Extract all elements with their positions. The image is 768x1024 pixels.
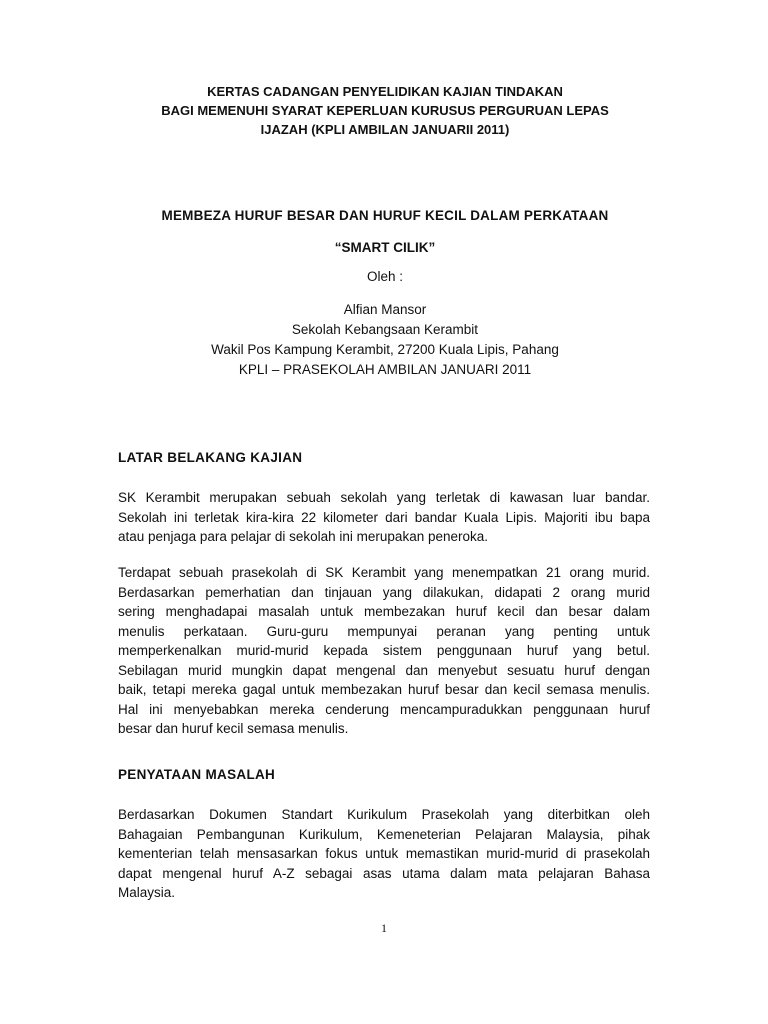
page-number: 1 [381, 921, 387, 935]
paragraph-line: Bahagaian Pembangunan Kurikulum, Kemeneterian Pelajaran Malaysia, pihak [118, 826, 650, 842]
paragraph-line: besar dan huruf kecil semasa menulis. [118, 721, 349, 736]
by-label: Oleh : [366, 269, 404, 284]
paragraph-line: Berdasarkan Dokumen Standart Kurikulum Prasekolah yang diterbitkan oleh [118, 807, 650, 822]
author-info [100, 300, 670, 380]
author-school: Sekolah Kebangsaan Kerambit [291, 322, 479, 337]
paragraph [118, 805, 650, 903]
section-heading: PENYATAAN MASALAH [118, 767, 276, 782]
paragraph-line: memperkenalkan murid-murid kepada sistem penggunaan huruf yang betul. [118, 643, 650, 658]
paragraph-line: baik, tetapi mereka gagal untuk membezakan huruf besar dan kecil semasa menulis. [118, 682, 650, 697]
header-line: KERTAS CADANGAN PENYELIDIKAN KAJIAN TINDAKAN [207, 84, 563, 99]
header-line: IJAZAH (KPLI AMBILAN JANUARII 2011) [260, 122, 510, 137]
paragraph-line: Berdasarkan pemerhatian dan tinjauan yang dilakukan, didapati 2 orang murid [118, 584, 650, 600]
section-heading: LATAR BELAKANG KAJIAN [118, 450, 303, 465]
header-line: BAGI MEMENUHI SYARAT KEPERLUAN KURUSUS PERGURUAN LEPAS [161, 103, 609, 118]
paragraph [118, 488, 650, 547]
author-name: Alfian Mansor [343, 302, 427, 317]
paragraph-line: SK Kerambit merupakan sebuah sekolah yang terletak di kawasan luar bandar. [118, 490, 650, 505]
paragraph-line: Terdapat sebuah prasekolah di SK Kerambit yang menempatkan 21 orang murid. [118, 565, 650, 580]
paragraph-line: Sebilagan murid mungkin dapat mengenal dan menyebut sesuatu huruf dengan [118, 662, 650, 678]
research-subtitle: “SMART CILIK” [334, 240, 436, 255]
research-title: MEMBEZA HURUF BESAR DAN HURUF KECIL DALAM PERKATAAN [161, 208, 609, 223]
paragraph-line: Malaysia. [118, 885, 176, 900]
paragraph-line: dapat mengenal huruf A-Z sebagai asas utama dalam mata pelajaran Bahasa [118, 865, 650, 881]
paragraph [118, 563, 650, 739]
paragraph-line: sering menghadapai masalah untuk membezakan huruf kecil dan besar dalam [118, 604, 650, 619]
author-program: KPLI – PRASEKOLAH AMBILAN JANUARI 2011 [238, 362, 532, 377]
author-address: Wakil Pos Kampung Kerambit, 27200 Kuala Lipis, Pahang [211, 342, 559, 357]
paragraph-line: atau penjaga para pelajar di sekolah ini merupakan peneroka. [118, 529, 489, 544]
paragraph-line: menulis perkataan. Guru-guru mempunyai peranan yang penting untuk [118, 623, 650, 639]
proposal-header [100, 82, 670, 139]
paragraph-line: kementerian telah mensasarkan fokus untuk memastikan murid-murid di prasekolah [118, 846, 650, 861]
paragraph-line: Sekolah ini terletak kira-kira 22 kilometer dari bandar Kuala Lipis. Majoriti ibu bapa [118, 509, 650, 525]
paragraph-line: Hal ini menyebabkan mereka cenderung mencampuradukkan penggunaan huruf [118, 701, 650, 717]
